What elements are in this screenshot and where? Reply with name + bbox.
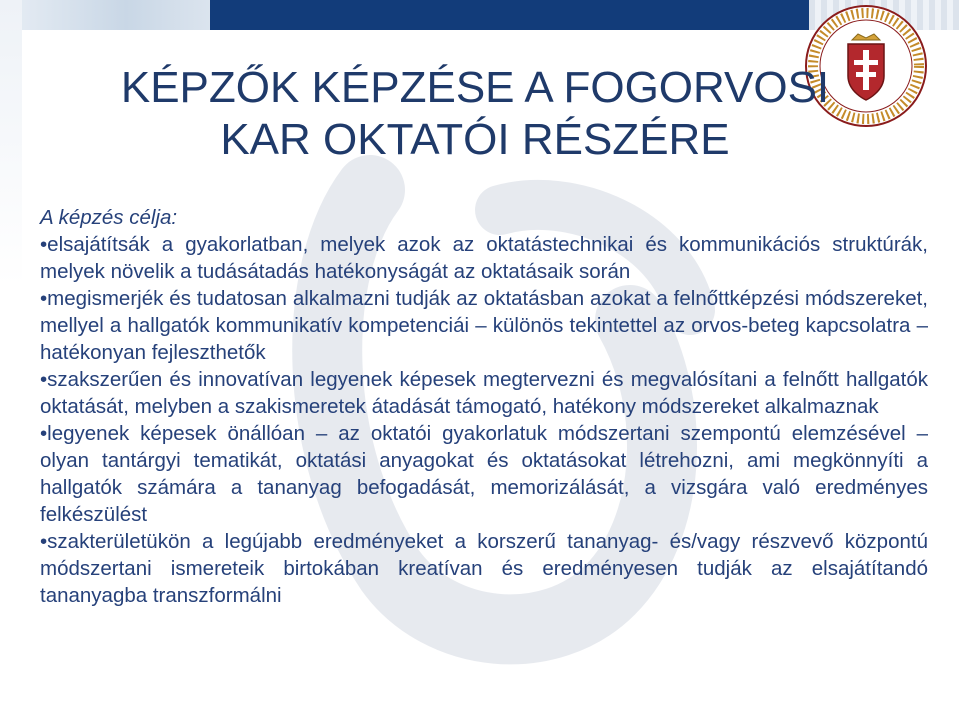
page-title-line-1: KÉPZŐK KÉPZÉSE A FOGORVOSI: [120, 63, 830, 112]
goal-bullet-5: •szakterületükön a legújabb eredményeket a korszerű tananyag- és/vagy részvevő központú módszertani ismereteik birtokában kreatívan és eredményesen tudják az elsajátítandó tananyagba transzformálni: [40, 530, 928, 607]
goal-bullet-2: •megismerjék és tudatosan alkalmazni tudják az oktatásban azokat a felnőttképzési módszereket, mellyel a hallgatók kommunikatív kompetenciái – különös tekintettel az orvos-beteg kapcsolatra – hatékonyan fejleszthetők: [40, 287, 928, 364]
goal-heading: A képzés célja:: [40, 206, 178, 229]
left-decorative-strip: [0, 0, 22, 714]
goal-bullet-4: •legyenek képesek önállóan – az oktatói gyakorlatuk módszertani szempontú elemzésével – olyan tantárgyi tematikát, oktatási anyagokat és oktatásokat létrehozni, ami megkönnyíti a hallgatók számára a tananyag befogadását, memorizálását, a vizsgára való eredményes felkészülést: [40, 422, 928, 526]
top-bar-dark-segment: [210, 0, 809, 30]
content-body: [40, 204, 928, 609]
page-title: [60, 62, 890, 166]
goal-bullet-3: •szakszerűen és innovatívan legyenek képesek megtervezni és megvalósítani a felnőtt hallgatók oktatását, melyben a szakismeretek átadását támogató, hatékony módszereket alkalmaznak: [40, 368, 928, 418]
top-bar-light-segment: [0, 0, 210, 30]
goal-bullet-1: •elsajátítsák a gyakorlatban, melyek azok az oktatástechnikai és kommunikációs struktúrák, melyek növelik a tudásátadás hatékonyságát az oktatásaik során: [40, 233, 928, 283]
page-title-line-2: KAR OKTATÓI RÉSZÉRE: [220, 115, 730, 164]
